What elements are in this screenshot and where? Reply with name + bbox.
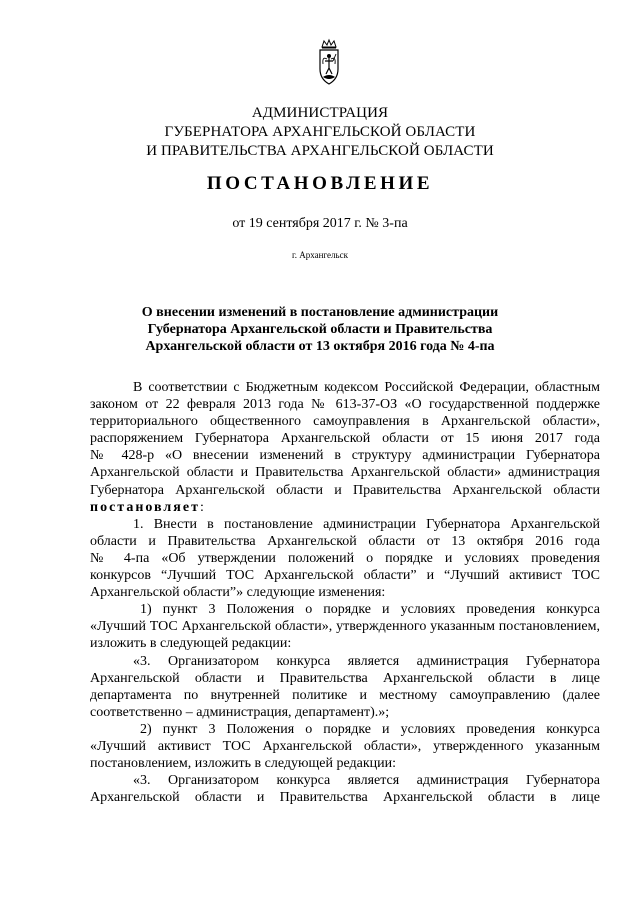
- subject-line: О внесении изменений в постановление администрации: [141, 305, 499, 320]
- body-line: № 428-р «О внесении изменений в структуру администрации Губернатора: [90, 448, 600, 464]
- body-line: «3. Организатором конкурса является администрация Губернатора: [133, 653, 600, 669]
- body-line: области и Правительства Архангельской области от 13 октября 2016 года: [90, 533, 600, 549]
- body-line: распоряжением Губернатора Архангельской области от 15 июня 2017 года: [90, 431, 600, 447]
- body-line: «Лучший активист ТОС Архангельской области», утвержденного указанным: [90, 738, 600, 754]
- body-line: «Лучший ТОС Архангельской области», утвержденного указанным постановлением,: [90, 619, 600, 635]
- decree-colon: :: [199, 499, 204, 515]
- body-line: департамента по внутренней политике и местному самоуправлению (далее: [90, 687, 600, 703]
- body-line: Архангельской области и Правительства Архангельской области в лице: [90, 670, 600, 686]
- document-city: г. Архангельск: [292, 250, 348, 260]
- decree-word: постановляет: [90, 499, 200, 515]
- body-line: «3. Организатором конкурса является администрация Губернатора: [133, 773, 600, 789]
- body-line: законом от 22 февраля 2013 года № 613-37-ОЗ «О государственной поддержке: [90, 397, 600, 413]
- agency-line: И ПРАВИТЕЛЬСТВА АРХАНГЕЛЬСКОЙ ОБЛАСТИ: [146, 143, 494, 159]
- body-line: В соответствии с Бюджетным кодексом Российской Федерации, областным: [133, 380, 600, 395]
- agency-line: АДМИНИСТРАЦИЯ: [251, 105, 389, 121]
- coat-of-arms-icon: [314, 38, 344, 88]
- body-line: соответственно – администрация, департамент).»;: [90, 704, 390, 720]
- decree-line: [90, 499, 600, 516]
- body-line: 2) пункт 3 Положения о порядке и условиях проведения конкурса: [140, 721, 600, 737]
- subject-line: Губернатора Архангельской области и Правительства: [147, 322, 493, 337]
- body-line: Губернатора Архангельской области и Правительства Архангельской области: [90, 482, 600, 498]
- body-line: конкурсов “Лучший ТОС Архангельской области” и “Лучший активист ТОС: [90, 568, 600, 584]
- body-line: № 4-па «Об утверждении положений о порядке и условиях проведения: [90, 550, 600, 566]
- body-line: Архангельской области и Правительства Архангельской области» администрация: [90, 465, 600, 481]
- agency-name: [0, 104, 640, 161]
- subject-line: Архангельской области от 13 октября 2016 года № 4-па: [145, 339, 495, 354]
- document-body: [90, 379, 600, 806]
- body-line: изложить в следующей редакции:: [90, 636, 292, 652]
- body-line: Архангельской области и Правительства Архангельской области в лице: [90, 790, 600, 806]
- agency-line: ГУБЕРНАТОРА АРХАНГЕЛЬСКОЙ ОБЛАСТИ: [164, 124, 476, 140]
- document-date-number: от 19 сентября 2017 г. № 3-па: [232, 216, 408, 231]
- document-type: ПОСТАНОВЛЕНИЕ: [206, 173, 434, 194]
- body-line: 1. Внести в постановление администрации Губернатора Архангельской: [133, 516, 600, 532]
- body-line: 1) пункт 3 Положения о порядке и условиях проведения конкурса: [140, 602, 600, 618]
- body-line: территориального общественного самоуправления в Архангельской области»,: [90, 414, 600, 430]
- body-line: Архангельской области”» следующие изменения:: [90, 585, 386, 601]
- document-subject: [0, 304, 640, 355]
- body-line: постановлением, изложить в следующей редакции:: [90, 756, 397, 772]
